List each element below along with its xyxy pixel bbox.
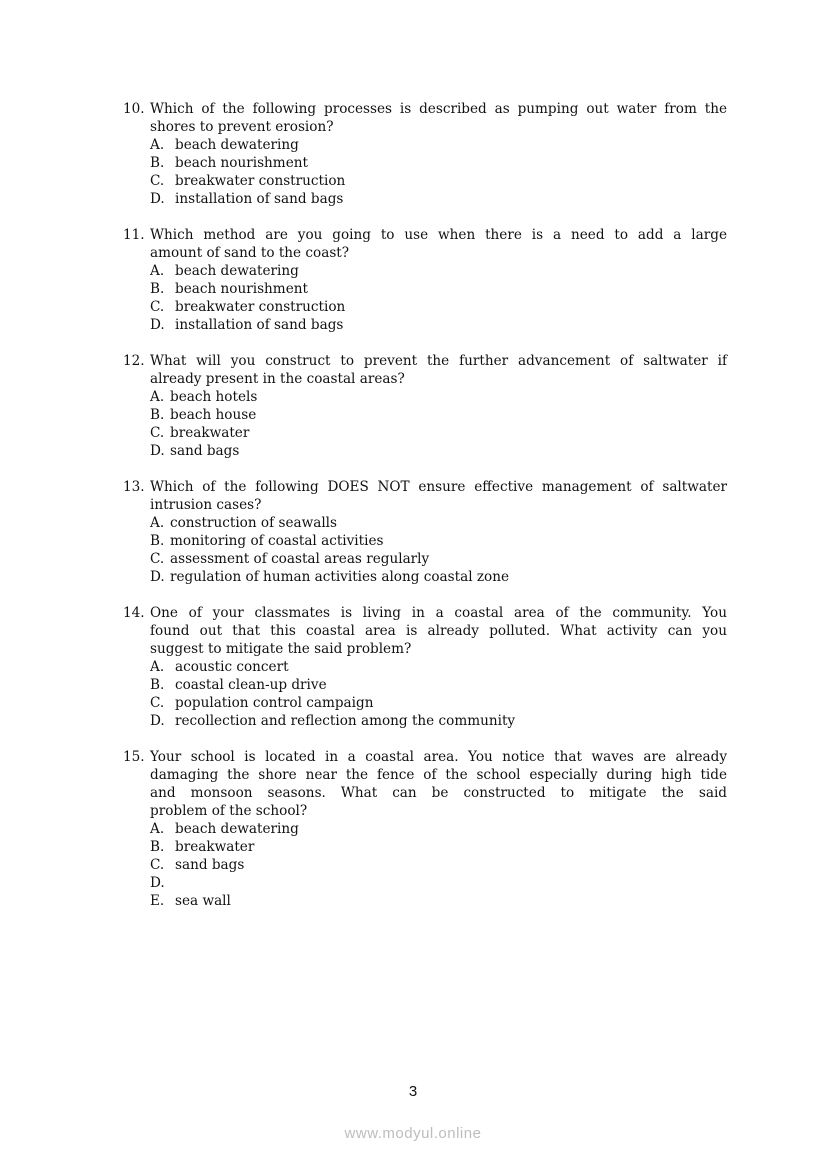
option-a: [150, 388, 727, 406]
option-label: B.: [150, 677, 165, 693]
option-label: A.: [150, 137, 165, 153]
option-c: [150, 298, 727, 316]
option-label: C.: [150, 173, 165, 189]
question-stem: [123, 478, 727, 514]
option-b: [150, 406, 727, 424]
question-stem: [123, 748, 727, 820]
option-d: [150, 442, 727, 460]
option-d: [150, 712, 727, 730]
option-label: D.: [150, 317, 165, 333]
question-number: 12.: [123, 353, 145, 369]
option-label: C.: [150, 425, 165, 441]
question-number: 14.: [123, 605, 145, 621]
option-label: D.: [150, 875, 165, 891]
option-text: beach dewatering: [175, 137, 299, 153]
option-text: breakwater construction: [175, 299, 346, 315]
option-d: [150, 316, 727, 334]
option-text: beach hotels: [170, 389, 258, 405]
option-text: sand bags: [175, 857, 245, 873]
question-text-line: amount of sand to the coast?: [150, 245, 350, 261]
question-text-line: Your school is located in a coastal area. You notice that waves are already: [150, 749, 727, 765]
options: [123, 388, 727, 460]
options: [123, 514, 727, 586]
question-12: [123, 352, 727, 460]
option-label: A.: [150, 515, 165, 531]
question-stem: [123, 226, 727, 262]
question-text-line: intrusion cases?: [150, 497, 262, 513]
option-text: acoustic concert: [175, 659, 289, 675]
option-label: A.: [150, 821, 165, 837]
option-b: [150, 280, 727, 298]
question-text-line: shores to prevent erosion?: [150, 119, 334, 135]
question-text-line: What will you construct to prevent the further advancement of saltwater if: [150, 353, 727, 369]
option-label: C.: [150, 695, 165, 711]
page-number: 3: [408, 1083, 418, 1100]
question-text-line: suggest to mitigate the said problem?: [150, 641, 412, 657]
option-a: [150, 820, 727, 838]
option-label: C.: [150, 857, 165, 873]
question-stem: [123, 604, 727, 658]
option-text: construction of seawalls: [170, 515, 338, 531]
option-c: [150, 172, 727, 190]
option-b: [150, 154, 727, 172]
option-c: [150, 694, 727, 712]
option-label: B.: [150, 839, 165, 855]
option-text: beach house: [170, 407, 257, 423]
watermark: www.modyul.online: [344, 1125, 482, 1142]
option-text: installation of sand bags: [175, 191, 344, 207]
option-text: regulation of human activities along coastal zone: [170, 569, 510, 585]
question-text-line: Which of the following processes is described as pumping out water from the: [150, 101, 727, 117]
question-text-line: Which method are you going to use when there is a need to add a large: [150, 227, 727, 243]
question-14: [123, 604, 727, 730]
option-a: [150, 514, 727, 532]
question-number: 13.: [123, 479, 145, 495]
option-text: beach dewatering: [175, 821, 299, 837]
option-label: C.: [150, 551, 165, 567]
option-label: A.: [150, 263, 165, 279]
option-text: sand bags: [170, 443, 240, 459]
option-text: coastal clean-up drive: [175, 677, 327, 693]
option-text: sea wall: [175, 893, 231, 909]
option-text: recollection and reflection among the community: [175, 713, 516, 729]
option-c: [150, 424, 727, 442]
question-text-line: found out that this coastal area is already polluted. What activity can you: [150, 623, 727, 639]
question-list: [123, 100, 727, 928]
option-label: B.: [150, 407, 165, 423]
option-b: [150, 838, 727, 856]
option-c: [150, 856, 727, 874]
question-text-line: problem of the school?: [150, 803, 308, 819]
question-stem: [123, 352, 727, 388]
options: [123, 658, 727, 730]
option-text: population control campaign: [175, 695, 374, 711]
option-label: D.: [150, 191, 165, 207]
option-text: breakwater construction: [175, 173, 346, 189]
question-text-line: Which of the following DOES NOT ensure effective management of saltwater: [150, 479, 727, 495]
option-e: [150, 892, 727, 910]
option-b: [150, 676, 727, 694]
option-d: [150, 874, 727, 892]
question-10: [123, 100, 727, 208]
option-label: D.: [150, 443, 165, 459]
option-label: D.: [150, 569, 165, 585]
option-a: [150, 658, 727, 676]
question-text-line: already present in the coastal areas?: [150, 371, 405, 387]
option-a: [150, 262, 727, 280]
question-number: 10.: [123, 101, 145, 117]
option-label: B.: [150, 155, 165, 171]
option-text: breakwater: [175, 839, 255, 855]
options: [123, 262, 727, 334]
question-11: [123, 226, 727, 334]
option-label: D.: [150, 713, 165, 729]
question-13: [123, 478, 727, 586]
option-b: [150, 532, 727, 550]
question-number: 15.: [123, 749, 145, 765]
question-15: [123, 748, 727, 910]
option-label: A.: [150, 659, 165, 675]
question-stem: [123, 100, 727, 136]
option-label: A.: [150, 389, 165, 405]
question-text-line: and monsoon seasons. What can be constructed to mitigate the said: [150, 785, 727, 801]
options: [123, 820, 727, 910]
option-d: [150, 568, 727, 586]
question-text-line: damaging the shore near the fence of the school especially during high tide: [150, 767, 727, 783]
option-text: beach nourishment: [175, 281, 308, 297]
option-text: breakwater: [170, 425, 250, 441]
question-text-line: One of your classmates is living in a coastal area of the community. You: [150, 605, 727, 621]
option-text: beach nourishment: [175, 155, 308, 171]
option-text: beach dewatering: [175, 263, 299, 279]
option-c: [150, 550, 727, 568]
option-label: B.: [150, 533, 165, 549]
option-label: C.: [150, 299, 165, 315]
option-label: E.: [150, 893, 165, 909]
option-text: assessment of coastal areas regularly: [170, 551, 430, 567]
option-d: [150, 190, 727, 208]
options: [123, 136, 727, 208]
option-text: monitoring of coastal activities: [170, 533, 384, 549]
option-a: [150, 136, 727, 154]
option-text: installation of sand bags: [175, 317, 344, 333]
option-label: B.: [150, 281, 165, 297]
question-number: 11.: [123, 227, 145, 243]
